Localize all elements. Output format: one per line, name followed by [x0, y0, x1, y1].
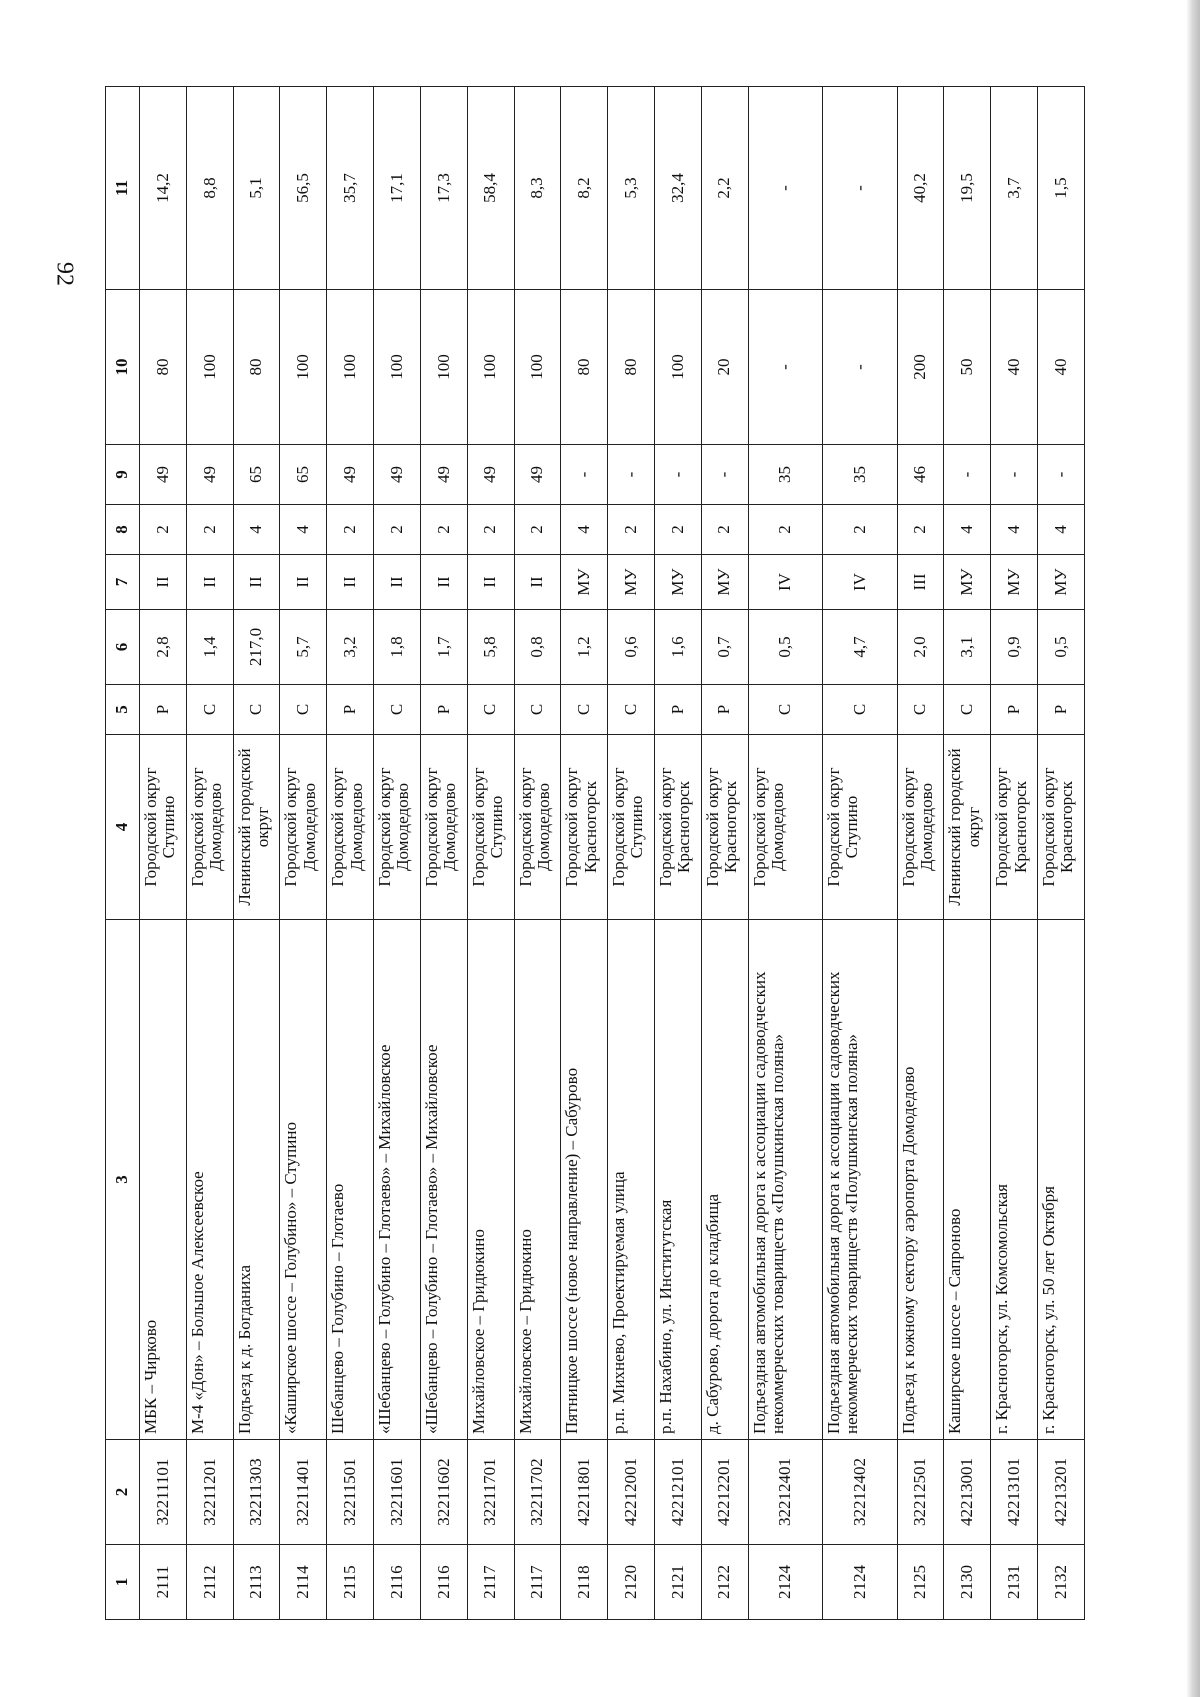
table-cell: Городской округ Ступино: [140, 735, 187, 920]
header-cell: 11: [106, 87, 140, 290]
table-cell: 1,2: [561, 610, 608, 685]
table-cell: 14,2: [140, 87, 187, 290]
table-cell: 4: [991, 505, 1038, 555]
table-cell: 2118: [561, 1545, 608, 1620]
table-cell: 20: [701, 290, 748, 445]
table-cell: 2111: [140, 1545, 187, 1620]
table-cell: 100: [186, 290, 233, 445]
table-cell: Р: [140, 685, 187, 735]
table-row: [748, 87, 822, 1620]
table-row: [654, 87, 701, 1620]
table-cell: 49: [140, 445, 187, 505]
table-cell: 42212001: [608, 1440, 655, 1545]
table-cell: 50: [944, 290, 991, 445]
page-number: [52, 254, 76, 294]
table-cell: 2120: [608, 1545, 655, 1620]
table-cell: 32,4: [654, 87, 701, 290]
header-cell: 10: [106, 290, 140, 445]
roads-table: [105, 86, 1085, 1620]
table-cell: 42212101: [654, 1440, 701, 1545]
table-cell: II: [280, 555, 327, 610]
table-cell: Р: [701, 685, 748, 735]
table-cell: 42213201: [1037, 1440, 1084, 1545]
table-cell: 2: [823, 505, 897, 555]
table-cell: 2131: [991, 1545, 1038, 1620]
header-cell: 8: [106, 505, 140, 555]
header-cell: 7: [106, 555, 140, 610]
table-cell: Михайловское – Гридюкино: [514, 920, 561, 1440]
table-cell: II: [467, 555, 514, 610]
table-cell: Городской округ Домодедово: [897, 735, 944, 920]
table-cell: 35: [823, 445, 897, 505]
table-cell: МУ: [991, 555, 1038, 610]
table-cell: 2122: [701, 1545, 748, 1620]
table-cell: М-4 «Дон» – Большое Алексеевское: [186, 920, 233, 1440]
table-cell: 2125: [897, 1545, 944, 1620]
table-cell: 4,7: [823, 610, 897, 685]
table-cell: 5,7: [280, 610, 327, 685]
table-cell: 32211303: [233, 1440, 280, 1545]
table-cell: Каширское шоссе – Сапроново: [944, 920, 991, 1440]
table-cell: «Шебанцево – Голубино – Глотаево» – Михайловское: [374, 920, 421, 1440]
table-cell: 42213001: [944, 1440, 991, 1545]
table-cell: 1,8: [374, 610, 421, 685]
table-cell: С: [823, 685, 897, 735]
table-row: [140, 87, 187, 1620]
table-cell: Ленинский городской округ: [944, 735, 991, 920]
table-cell: С: [944, 685, 991, 735]
table-cell: 100: [514, 290, 561, 445]
table-cell: 0,8: [514, 610, 561, 685]
table-cell: р.п. Нахабино, ул. Институтская: [654, 920, 701, 1440]
table-cell: 32212501: [897, 1440, 944, 1545]
table-cell: 32211101: [140, 1440, 187, 1545]
table-cell: р.п. Михнево, Проектируемая улица: [608, 920, 655, 1440]
table-cell: 2: [514, 505, 561, 555]
table-cell: 49: [420, 445, 467, 505]
table-cell: 1,4: [186, 610, 233, 685]
table-cell: Городской округ Домодедово: [186, 735, 233, 920]
table-cell: 4: [561, 505, 608, 555]
table-cell: 2114: [280, 1545, 327, 1620]
table-cell: 2,8: [140, 610, 187, 685]
table-cell: 2117: [467, 1545, 514, 1620]
table-cell: С: [748, 685, 822, 735]
table-row: [897, 87, 944, 1620]
table-cell: 100: [327, 290, 374, 445]
table-cell: 2112: [186, 1545, 233, 1620]
table-cell: Городской округ Домодедово: [420, 735, 467, 920]
table-cell: -: [944, 445, 991, 505]
table-row: [991, 87, 1038, 1620]
table-cell: 32211702: [514, 1440, 561, 1545]
table-cell: Городской округ Красногорск: [561, 735, 608, 920]
table-cell: 5,1: [233, 87, 280, 290]
table-cell: -: [823, 87, 897, 290]
table-cell: 8,8: [186, 87, 233, 290]
table-cell: Р: [991, 685, 1038, 735]
table-cell: Городской округ Ступино: [608, 735, 655, 920]
header-cell: 6: [106, 610, 140, 685]
table-cell: 100: [374, 290, 421, 445]
table-cell: г. Красногорск, ул. Комсомольская: [991, 920, 1038, 1440]
table-cell: С: [280, 685, 327, 735]
table-cell: Городской округ Красногорск: [1037, 735, 1084, 920]
table-cell: Р: [1037, 685, 1084, 735]
table-cell: 1,6: [654, 610, 701, 685]
table-container: [105, 87, 1085, 1620]
table-cell: 49: [514, 445, 561, 505]
table-cell: «Каширское шоссе – Голубино» – Ступино: [280, 920, 327, 1440]
table-cell: Городской округ Красногорск: [991, 735, 1038, 920]
table-cell: -: [991, 445, 1038, 505]
table-cell: 80: [608, 290, 655, 445]
table-cell: С: [608, 685, 655, 735]
table-cell: 46: [897, 445, 944, 505]
table-cell: Ленинский городской округ: [233, 735, 280, 920]
table-cell: 100: [280, 290, 327, 445]
table-row: [280, 87, 327, 1620]
table-row: [1037, 87, 1084, 1620]
table-cell: Городской округ Красногорск: [701, 735, 748, 920]
table-cell: С: [233, 685, 280, 735]
table-cell: Михайловское – Гридюкино: [467, 920, 514, 1440]
page-number-text: 92: [51, 262, 78, 286]
table-cell: 32211401: [280, 1440, 327, 1545]
table-cell: 42212201: [701, 1440, 748, 1545]
table-cell: 2115: [327, 1545, 374, 1620]
table-cell: 32211501: [327, 1440, 374, 1545]
table-cell: С: [514, 685, 561, 735]
table-row: [420, 87, 467, 1620]
table-cell: 2,0: [897, 610, 944, 685]
table-cell: 35: [748, 445, 822, 505]
table-cell: С: [561, 685, 608, 735]
table-cell: Городской округ Красногорск: [654, 735, 701, 920]
table-cell: 2: [654, 505, 701, 555]
table-cell: 2116: [420, 1545, 467, 1620]
table-cell: 40: [991, 290, 1038, 445]
table-cell: -: [748, 87, 822, 290]
table-cell: Подъездная автомобильная дорога к ассоциации садоводческих некоммерческих товариществ «Полушкинская поляна»: [823, 920, 897, 1440]
table-cell: д. Сабурово, дорога до кладбища: [701, 920, 748, 1440]
table-row: [327, 87, 374, 1620]
table-cell: 2: [140, 505, 187, 555]
table-cell: 0,6: [608, 610, 655, 685]
table-cell: 0,5: [748, 610, 822, 685]
table-cell: 2: [897, 505, 944, 555]
table-cell: 32211201: [186, 1440, 233, 1545]
table-cell: С: [897, 685, 944, 735]
table-cell: 3,2: [327, 610, 374, 685]
table-row: [561, 87, 608, 1620]
table-cell: -: [748, 290, 822, 445]
table-cell: 2: [186, 505, 233, 555]
table-row: [514, 87, 561, 1620]
table-cell: 0,5: [1037, 610, 1084, 685]
scan-edge: [1186, 0, 1200, 1697]
table-cell: 17,3: [420, 87, 467, 290]
table-cell: 32212402: [823, 1440, 897, 1545]
table-cell: 42211801: [561, 1440, 608, 1545]
table-cell: Р: [420, 685, 467, 735]
table-cell: -: [561, 445, 608, 505]
table-cell: МУ: [944, 555, 991, 610]
table-cell: 32211602: [420, 1440, 467, 1545]
table-cell: 32212401: [748, 1440, 822, 1545]
table-cell: 2117: [514, 1545, 561, 1620]
header-row: [106, 87, 140, 1620]
table-cell: 32211701: [467, 1440, 514, 1545]
table-cell: Городской округ Домодедово: [280, 735, 327, 920]
table-cell: МУ: [561, 555, 608, 610]
table-cell: Городской округ Ступино: [467, 735, 514, 920]
table-cell: 1,7: [420, 610, 467, 685]
table-cell: 1,5: [1037, 87, 1084, 290]
table-cell: 100: [654, 290, 701, 445]
table-row: [944, 87, 991, 1620]
table-cell: -: [654, 445, 701, 505]
header-cell: 5: [106, 685, 140, 735]
table-body: [140, 87, 1085, 1620]
table-cell: Подъездная автомобильная дорога к ассоциации садоводческих некоммерческих товариществ «Полушкинская поляна»: [748, 920, 822, 1440]
table-cell: 80: [233, 290, 280, 445]
table-cell: г. Красногорск, ул. 50 лет Октября: [1037, 920, 1084, 1440]
table-cell: 32211601: [374, 1440, 421, 1545]
table-row: [186, 87, 233, 1620]
table-cell: Городской округ Домодедово: [327, 735, 374, 920]
table-cell: 65: [233, 445, 280, 505]
table-cell: II: [233, 555, 280, 610]
table-cell: 2,2: [701, 87, 748, 290]
table-cell: 2: [374, 505, 421, 555]
table-cell: 8,2: [561, 87, 608, 290]
table-cell: 200: [897, 290, 944, 445]
table-cell: 0,7: [701, 610, 748, 685]
table-cell: 58,4: [467, 87, 514, 290]
table-cell: 100: [420, 290, 467, 445]
table-cell: 49: [327, 445, 374, 505]
table-cell: II: [420, 555, 467, 610]
table-cell: 4: [944, 505, 991, 555]
table-cell: 3,1: [944, 610, 991, 685]
table-cell: -: [823, 290, 897, 445]
table-row: [467, 87, 514, 1620]
table-cell: II: [374, 555, 421, 610]
table-cell: 0,9: [991, 610, 1038, 685]
table-cell: 3,7: [991, 87, 1038, 290]
table-cell: С: [467, 685, 514, 735]
table-cell: -: [1037, 445, 1084, 505]
table-cell: 19,5: [944, 87, 991, 290]
table-row: [823, 87, 897, 1620]
table-cell: 65: [280, 445, 327, 505]
table-cell: 49: [186, 445, 233, 505]
table-cell: 100: [467, 290, 514, 445]
table-cell: МУ: [701, 555, 748, 610]
table-cell: 5,8: [467, 610, 514, 685]
table-cell: 2113: [233, 1545, 280, 1620]
table-cell: 40,2: [897, 87, 944, 290]
table-cell: МУ: [608, 555, 655, 610]
table-cell: -: [608, 445, 655, 505]
table-cell: «Шебанцево – Голубино – Глотаево» – Михайловское: [420, 920, 467, 1440]
table-cell: 2: [420, 505, 467, 555]
table-cell: Городской округ Домодедово: [514, 735, 561, 920]
table-cell: 40: [1037, 290, 1084, 445]
table-cell: II: [140, 555, 187, 610]
table-cell: 4: [280, 505, 327, 555]
table-cell: 2121: [654, 1545, 701, 1620]
table-cell: II: [186, 555, 233, 610]
table-cell: МУ: [1037, 555, 1084, 610]
table-cell: 8,3: [514, 87, 561, 290]
table-cell: 4: [233, 505, 280, 555]
table-cell: 2: [608, 505, 655, 555]
table-cell: 217,0: [233, 610, 280, 685]
table-row: [608, 87, 655, 1620]
table-cell: 4: [1037, 505, 1084, 555]
table-cell: 2132: [1037, 1545, 1084, 1620]
table-cell: МБК – Чирково: [140, 920, 187, 1440]
header-cell: 4: [106, 735, 140, 920]
table-cell: 35,7: [327, 87, 374, 290]
header-cell: 2: [106, 1440, 140, 1545]
table-cell: 2124: [823, 1545, 897, 1620]
table-cell: 2124: [748, 1545, 822, 1620]
table-cell: Р: [654, 685, 701, 735]
table-cell: II: [327, 555, 374, 610]
table-cell: 2116: [374, 1545, 421, 1620]
table-cell: 2: [467, 505, 514, 555]
table-cell: Пятницкое шоссе (новое направление) – Сабурово: [561, 920, 608, 1440]
table-cell: 80: [140, 290, 187, 445]
table-cell: МУ: [654, 555, 701, 610]
table-cell: II: [514, 555, 561, 610]
table-cell: 42213101: [991, 1440, 1038, 1545]
table-cell: IV: [823, 555, 897, 610]
table-row: [701, 87, 748, 1620]
table-cell: Городской округ Домодедово: [374, 735, 421, 920]
table-cell: 2130: [944, 1545, 991, 1620]
header-cell: 9: [106, 445, 140, 505]
table-cell: 49: [374, 445, 421, 505]
table-cell: Подъезд к д. Богданиха: [233, 920, 280, 1440]
table-cell: 17,1: [374, 87, 421, 290]
table-cell: III: [897, 555, 944, 610]
table-cell: Подъезд к южному сектору аэропорта Домодедово: [897, 920, 944, 1440]
table-cell: Шебанцево – Голубино – Глотаево: [327, 920, 374, 1440]
table-cell: 5,3: [608, 87, 655, 290]
header-cell: 1: [106, 1545, 140, 1620]
table-row: [233, 87, 280, 1620]
table-cell: IV: [748, 555, 822, 610]
table-cell: С: [374, 685, 421, 735]
table-cell: 56,5: [280, 87, 327, 290]
table-cell: С: [186, 685, 233, 735]
table-cell: 2: [748, 505, 822, 555]
table-row: [374, 87, 421, 1620]
table-cell: -: [701, 445, 748, 505]
table-cell: Городской округ Ступино: [823, 735, 897, 920]
table-cell: 49: [467, 445, 514, 505]
table-cell: 2: [701, 505, 748, 555]
table-cell: 80: [561, 290, 608, 445]
table-cell: Р: [327, 685, 374, 735]
header-cell: 3: [106, 920, 140, 1440]
table-cell: Городской округ Домодедово: [748, 735, 822, 920]
table-cell: 2: [327, 505, 374, 555]
